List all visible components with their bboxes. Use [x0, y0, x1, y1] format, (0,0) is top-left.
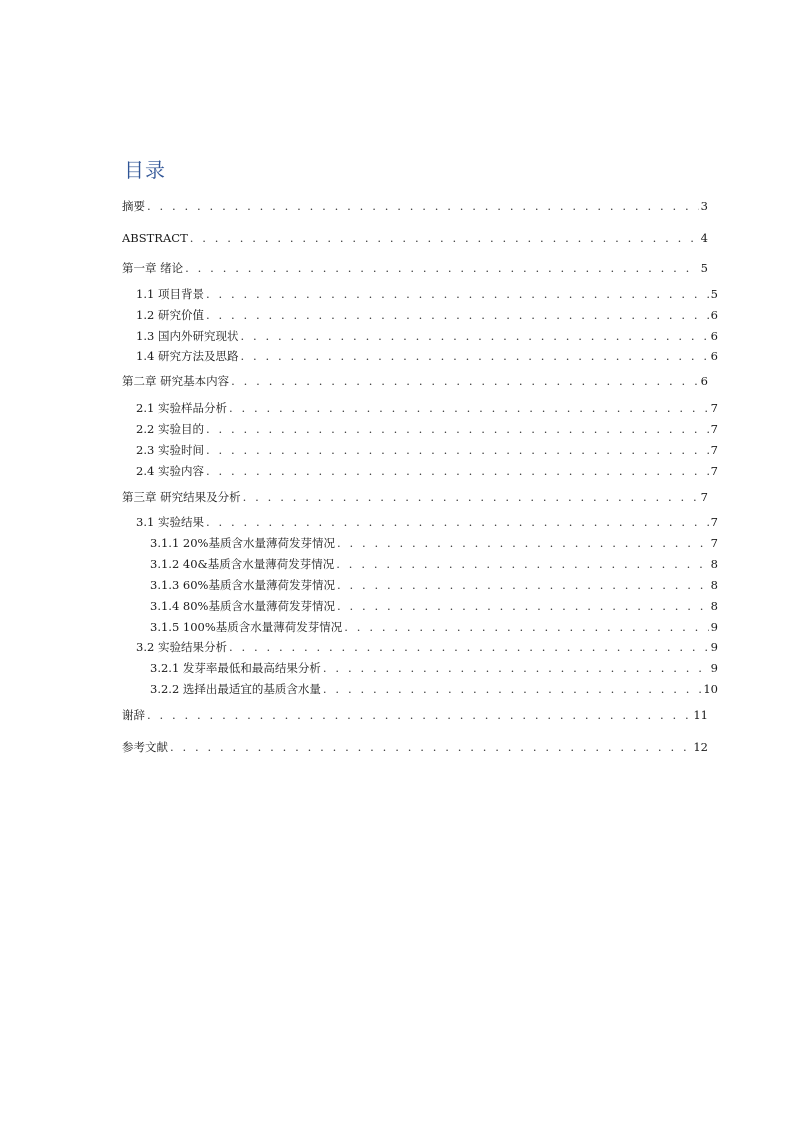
toc-leader-dots [185, 259, 699, 277]
toc-entry-page: 5 [700, 261, 708, 275]
toc-leader-dots [206, 306, 709, 324]
toc-entry-3-1-5[interactable] [150, 618, 718, 636]
toc-leader-dots [243, 488, 699, 506]
toc-entry-3-1[interactable] [136, 513, 718, 531]
toc-entry-3-2-2[interactable] [150, 680, 718, 698]
toc-entry-page: 7 [710, 515, 718, 529]
toc-leader-dots [170, 738, 691, 756]
toc-entry-1-1[interactable] [136, 285, 718, 303]
toc-entry-page: 4 [700, 231, 708, 245]
toc-entry-1-3[interactable] [136, 327, 718, 345]
toc-entry-label: 2.2 实验目的 [136, 422, 204, 436]
toc-leader-dots [240, 347, 708, 365]
toc-entry-3-1-2[interactable] [150, 555, 718, 573]
toc-entry-page: 8 [710, 599, 718, 613]
toc-entry-3-1-4[interactable] [150, 597, 718, 615]
toc-entry-acknowledgements[interactable] [122, 706, 708, 724]
toc-entry-page: 7 [710, 401, 718, 415]
toc-entry-1-2[interactable] [136, 306, 718, 324]
toc-entry-label: 3.1.2 40&基质含水量薄荷发芽情况 [150, 557, 335, 571]
toc-entry-page: 7 [710, 422, 718, 436]
toc-leader-dots [323, 680, 701, 698]
toc-entry-chapter-3[interactable] [122, 488, 708, 506]
toc-entry-references[interactable] [122, 738, 708, 756]
toc-leader-dots [206, 513, 709, 531]
toc-entry-abstract-cn[interactable] [122, 197, 708, 215]
toc-leader-dots [190, 229, 699, 247]
toc-entry-3-2-1[interactable] [150, 659, 718, 677]
toc-leader-dots [206, 441, 709, 459]
toc-entry-page: 7 [700, 490, 708, 504]
toc-entry-page: 9 [710, 661, 718, 675]
toc-entry-label: 第一章 绪论 [122, 261, 184, 275]
toc-entry-page: 7 [710, 536, 718, 550]
toc-entry-label: 3.1.1 20%基质含水量薄荷发芽情况 [150, 536, 335, 550]
toc-leader-dots [323, 659, 709, 677]
toc-entry-2-1[interactable] [136, 399, 718, 417]
toc-entry-3-1-1[interactable] [150, 534, 718, 552]
toc-leader-dots [206, 420, 709, 438]
toc-leader-dots [336, 555, 708, 573]
toc-title: 目录 [124, 158, 166, 182]
toc-entry-2-2[interactable] [136, 420, 718, 438]
toc-entry-label: 参考文献 [122, 740, 168, 754]
toc-entry-label: 2.4 实验内容 [136, 464, 204, 478]
toc-entry-label: 3.1.5 100%基质含水量薄荷发芽情况 [150, 620, 343, 634]
toc-entry-chapter-1[interactable] [122, 259, 708, 277]
toc-leader-dots [240, 327, 708, 345]
toc-entry-page: 6 [710, 308, 718, 322]
toc-entry-label: 2.1 实验样品分析 [136, 401, 227, 415]
toc-leader-dots [206, 285, 709, 303]
toc-entry-label: 3.1.3 60%基质含水量薄荷发芽情况 [150, 578, 335, 592]
toc-entry-page: 8 [710, 557, 718, 571]
toc-entry-label: 2.3 实验时间 [136, 443, 204, 457]
toc-entry-label: 谢辞 [122, 708, 145, 722]
toc-entry-page: 8 [710, 578, 718, 592]
toc-entry-3-2[interactable] [136, 638, 718, 656]
toc-leader-dots [229, 399, 709, 417]
toc-leader-dots [337, 576, 709, 594]
toc-entry-label: 3.2.1 发芽率最低和最高结果分析 [150, 661, 321, 675]
toc-entry-page: 6 [700, 374, 708, 388]
toc-entry-label: 摘要 [122, 199, 145, 213]
toc-entry-label: 1.1 项目背景 [136, 287, 204, 301]
toc-leader-dots [147, 706, 691, 724]
toc-entry-label: 3.1.4 80%基质含水量薄荷发芽情况 [150, 599, 335, 613]
toc-entry-label: 3.2.2 选择出最适宜的基质含水量 [150, 682, 321, 696]
toc-entry-label: 第二章 研究基本内容 [122, 374, 230, 388]
toc-entry-3-1-3[interactable] [150, 576, 718, 594]
toc-entry-page: 6 [710, 349, 718, 363]
toc-entry-label: 3.1 实验结果 [136, 515, 204, 529]
toc-entry-page: 7 [710, 464, 718, 478]
toc-leader-dots [337, 534, 709, 552]
toc-entry-abstract-en[interactable] [122, 229, 708, 247]
toc-entry-page: 5 [710, 287, 718, 301]
toc-entry-label: 第三章 研究结果及分析 [122, 490, 241, 504]
toc-leader-dots [229, 638, 709, 656]
toc-leader-dots [231, 372, 699, 390]
toc-leader-dots [206, 462, 709, 480]
toc-entry-label: ABSTRACT [122, 231, 188, 245]
toc-leader-dots [344, 618, 708, 636]
toc-entry-page: 9 [710, 620, 718, 634]
toc-entry-label: 1.3 国内外研究现状 [136, 329, 239, 343]
toc-entry-label: 3.2 实验结果分析 [136, 640, 227, 654]
toc-entry-page: 11 [693, 708, 708, 722]
toc-entry-page: 6 [710, 329, 718, 343]
toc-entry-2-4[interactable] [136, 462, 718, 480]
toc-leader-dots [147, 197, 699, 215]
toc-entry-page: 7 [710, 443, 718, 457]
toc-leader-dots [337, 597, 709, 615]
toc-entry-1-4[interactable] [136, 347, 718, 365]
toc-entry-page: 3 [700, 199, 708, 213]
toc-entry-label: 1.2 研究价值 [136, 308, 204, 322]
toc-entry-page: 12 [693, 740, 708, 754]
toc-entry-2-3[interactable] [136, 441, 718, 459]
toc-entry-chapter-2[interactable] [122, 372, 708, 390]
toc-entry-page: 10 [703, 682, 718, 696]
toc-entry-page: 9 [710, 640, 718, 654]
toc-entry-label: 1.4 研究方法及思路 [136, 349, 239, 363]
